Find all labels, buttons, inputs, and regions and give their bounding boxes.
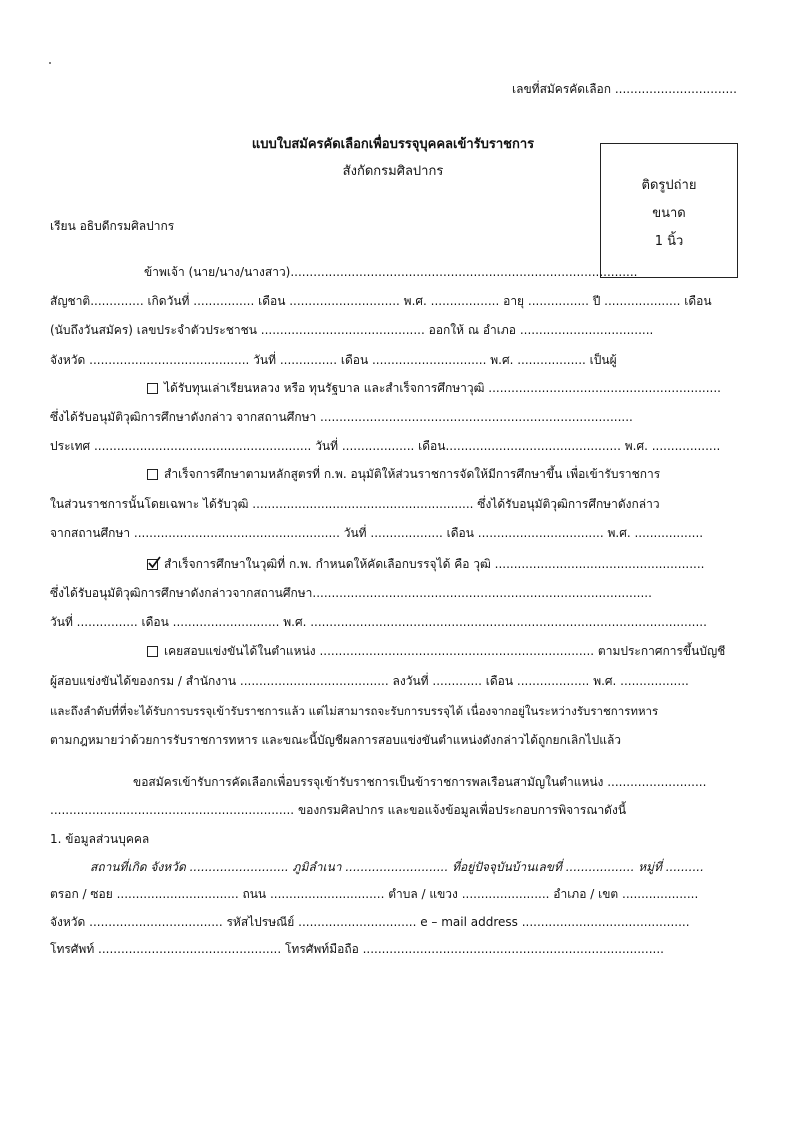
form-title: แบบใบสมัครคัดเลือกเพื่อบรรจุบุคคลเข้ารับราชการ (251, 137, 535, 152)
option-qualification-line2: ซึ่งได้รับอนุมัติวุฒิการศึกษาดังกล่าวจากสถานศึกษา......................................................................................... (50, 586, 652, 600)
salutation: เรียน อธิบดีกรมศิลปากร (50, 219, 175, 233)
option-exam-line4: ตามกฎหมายว่าด้วยการรับราชการทหาร และขณะนี้บัญชีผลการสอบแข่งขันตำแหน่งดังกล่าวได้ถูกยกเลิกไปแล้ว (50, 733, 622, 747)
option-scholarship-line3: ประเทศ ......................................................... วันที่ ................... เดือน.............................................. พ.ศ. .................. (50, 439, 721, 453)
intro-id-line: (นับถึงวันสมัคร) เลขประจำตัวประชาชน ........................................... ออกให้ ณ อำเภอ ................................... (50, 323, 654, 337)
option-exam-text: เคยสอบแข่งขันได้ในตำแหน่ง ........................................................................ ตามประกาศการขึ้นบัญชี (164, 644, 726, 658)
option-qualification-text: สำเร็จการศึกษาในวุฒิที่ ก.พ. กำหนดให้คัดเลือกบรรจุได้ คือ วุฒิ ....................................................... (164, 557, 705, 571)
option-qualification-line3: วันที่ ................ เดือน ............................ พ.ศ. ........................................................................................................ (50, 615, 707, 629)
intro-province-line: จังหวัด .......................................... วันที่ ............... เดือน .............................. พ.ศ. .................. เป็นผู้ (50, 353, 617, 367)
option-curriculum-line2: ในส่วนราชการนั้นโดยเฉพาะ ได้รับวุฒิ .......................................................... ซึ่งได้รับอนุมัติวุฒิการศึกษาดังกล่าว (50, 497, 660, 511)
request-line1: ขอสมัครเข้ารับการคัดเลือกเพื่อบรรจุเข้ารับราชการเป็นข้าราชการพลเรือนสามัญในตำแหน่ง .......................... (133, 775, 707, 789)
exam-checkbox[interactable] (147, 646, 158, 657)
section-personal-heading: 1. ข้อมูลส่วนบุคคล (50, 832, 150, 846)
option-scholarship-line1 (147, 380, 721, 396)
photo-placeholder-box (600, 143, 738, 278)
request-line2: ................................................................ ของกรมศิลปากร และขอแจ้งข้อมูลเพื่อประกอบการพิจารณาดังนี้ (50, 803, 627, 817)
personal-phone-line: โทรศัพท์ ................................................ โทรศัพท์มือถือ ............................................................................... (50, 942, 664, 956)
application-number-line: เลขที่สมัครคัดเลือก ................................ (512, 82, 737, 96)
option-scholarship-line2: ซึ่งได้รับอนุมัติวุฒิการศึกษาดังกล่าว จากสถานศึกษา .................................................................................. (50, 410, 633, 424)
photo-label-size: ขนาด (652, 206, 686, 221)
option-qualification-line1 (147, 556, 704, 572)
personal-province-line: จังหวัด ................................... รหัสไปรษณีย์ ............................... e – mail address ............................................ (50, 915, 690, 929)
option-exam-line3: และถึงลำดับที่ที่จะได้รับการบรรจุเข้ารับราชการแล้ว แต่ไม่สามารถจะรับการบรรจุได้ เนื่องจากอยู่ในระหว่างรับราชการทหาร (50, 704, 659, 718)
curriculum-checkbox[interactable] (147, 469, 158, 480)
option-scholarship-text: ได้รับทุนเล่าเรียนหลวง หรือ ทุนรัฐบาล และสำเร็จการศึกษาวุฒิ ............................................................. (164, 381, 721, 395)
option-curriculum-line3: จากสถานศึกษา ...................................................... วันที่ ................... เดือน ................................. พ.ศ. .................. (50, 526, 704, 540)
photo-label-attach: ติดรูปถ่าย (641, 178, 697, 193)
scan-speck (49, 62, 51, 64)
photo-label-inch: 1 นิ้ว (654, 234, 684, 249)
option-exam-line1 (147, 643, 725, 659)
option-exam-line2: ผู้สอบแข่งขันได้ของกรม / สำนักงาน ....................................... ลงวันที่ ............. เดือน ................... พ.ศ. .................. (50, 674, 689, 688)
qualification-checkbox[interactable] (147, 559, 158, 570)
personal-address-line: ตรอก / ซอย ................................ ถนน .............................. ตำบล / แขวง ....................... อำเภอ / เขต .................... (50, 887, 699, 901)
scholarship-checkbox[interactable] (147, 383, 158, 394)
intro-name-line: ข้าพเจ้า (นาย/นาง/นางสาว)........................................................................................... (144, 265, 638, 279)
option-curriculum-text: สำเร็จการศึกษาตามหลักสูตรที่ ก.พ. อนุมัติให้ส่วนราชการจัดให้มีการศึกษาขึ้น เพื่อเข้ารับราชการ (164, 467, 661, 481)
personal-birthplace-line: สถานที่เกิด จังหวัด .......................... ภูมิลำเนา ........................... ที่อยู่ปัจจุบันบ้านเลขที่ .................. หมู่ที่ .......... (90, 860, 704, 874)
form-subtitle: สังกัดกรมศิลปากร (342, 164, 444, 179)
intro-birth-line: สัญชาติ.............. เกิดวันที่ ................ เดือน ............................. พ.ศ. .................. อายุ ................ ปี .................... เดือน (50, 294, 712, 308)
checkmark-icon (147, 556, 161, 570)
option-curriculum-line1 (147, 466, 660, 482)
